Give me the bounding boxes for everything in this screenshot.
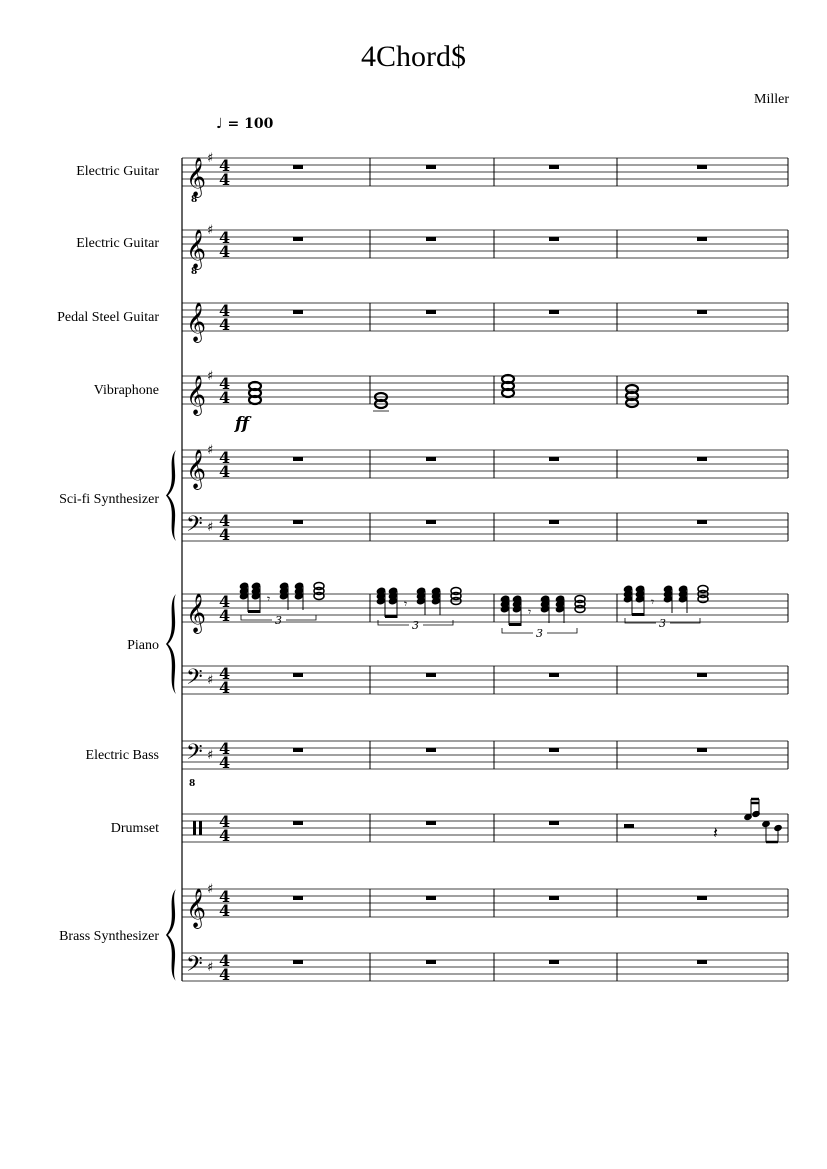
piano-half-note [698,596,708,603]
time-signature-top: 4 [219,374,231,393]
whole-rest [697,237,707,241]
time-signature-top: 4 [219,951,231,970]
quarter-rest-icon: 𝄽 [713,823,718,842]
octave-marker: 8 [191,267,198,277]
instrument-label-electric-guitar-1: Electric Guitar [76,164,159,179]
whole-rest [426,457,436,461]
treble-clef-icon: 𝄞 [186,302,207,342]
time-signature-bottom: 4 [219,606,231,625]
note-beam [632,613,645,616]
note-beam [385,615,398,618]
tuplet-number: 3 [536,627,543,640]
whole-rest [697,165,707,169]
sharp-icon: ♯ [207,748,214,763]
note-beam [248,610,261,613]
octave-marker: 8 [189,779,196,789]
whole-rest [549,310,559,314]
sharp-icon: ♯ [207,223,214,238]
bass-clef-icon: 𝄢 [186,665,203,695]
octave-marker: 8 [191,195,198,205]
grand-staff-brace-piano [166,594,176,694]
whole-rest [697,457,707,461]
tuplet-bracket [502,628,533,633]
whole-rest [293,310,303,314]
time-signature-top: 4 [219,511,231,530]
time-signature-top: 4 [219,664,231,683]
time-signature-bottom: 4 [219,242,231,261]
time-signature-bottom: 4 [219,753,231,772]
tuplet-bracket [286,615,316,620]
half-rest [624,824,634,828]
time-signature-bottom: 4 [219,388,231,407]
time-signature-bottom: 4 [219,525,231,544]
note-beam [509,623,522,626]
sharp-icon: ♯ [207,443,214,458]
whole-rest [697,960,707,964]
instrument-label-electric-bass: Electric Bass [85,748,159,763]
eighth-rest-icon: 𝄾 [651,595,655,609]
tuplet-number: 3 [412,619,419,632]
time-signature-top: 4 [219,812,231,831]
sharp-icon: ♯ [207,673,214,688]
whole-rest [293,165,303,169]
whole-rest [549,821,559,825]
eighth-rest-icon: 𝄾 [267,592,271,606]
instrument-label-scifi-synthesizer: Sci-fi Synthesizer [59,492,159,507]
tempo-value: = 100 [227,116,274,132]
sharp-icon: ♯ [207,151,214,166]
whole-rest [549,748,559,752]
treble-clef-icon: 𝄞 [186,375,207,415]
time-signature-bottom: 4 [219,170,231,189]
score-title: 4Chord$ [361,40,466,73]
tuplet-number: 3 [275,614,282,627]
whole-rest [426,896,436,900]
instrument-label-pedal-steel-guitar: Pedal Steel Guitar [57,310,159,325]
whole-rest [549,960,559,964]
sharp-icon: ♯ [207,520,214,535]
treble-clef-icon: 𝄞 [186,888,207,928]
bass-clef-icon: 𝄢 [186,740,203,770]
piano-half-note [575,606,585,613]
grand-staff-brace-brass [166,889,176,981]
eighth-rest-icon: 𝄾 [528,605,532,619]
percussion-clef-icon [193,821,196,835]
sharp-icon: ♯ [207,882,214,897]
whole-rest [426,960,436,964]
sharp-icon: ♯ [207,960,214,975]
time-signature-top: 4 [219,301,231,320]
time-signature-top: 4 [219,592,231,611]
tuplet-number: 3 [659,617,666,630]
time-signature-top: 4 [219,739,231,758]
whole-rest [549,520,559,524]
whole-rest [293,520,303,524]
whole-rest [426,237,436,241]
instrument-label-piano: Piano [127,638,159,653]
treble-clef-icon: 𝄞 [186,229,207,269]
treble-clef-icon: 𝄞 [186,449,207,489]
staves [166,151,788,984]
tuplet-bracket [547,628,577,633]
bass-clef-icon: 𝄢 [186,512,203,542]
whole-rest [293,960,303,964]
time-signature-bottom: 4 [219,678,231,697]
whole-rest [697,310,707,314]
whole-rest [293,673,303,677]
whole-rest [549,896,559,900]
time-signature-bottom: 4 [219,901,231,920]
whole-rest [293,821,303,825]
whole-rest [697,896,707,900]
treble-clef-icon: 𝄞 [186,157,207,197]
whole-rest [697,673,707,677]
tuplet-bracket [378,620,409,625]
whole-rest [549,237,559,241]
whole-rest [293,237,303,241]
whole-rest [426,520,436,524]
sharp-icon: ♯ [207,369,214,384]
whole-rest [426,310,436,314]
instrument-label-drumset: Drumset [110,821,159,836]
whole-rest [426,748,436,752]
time-signature-top: 4 [219,156,231,175]
percussion-clef-icon [199,821,202,835]
quarter-note-icon: ♩ [216,116,223,132]
tuplet-bracket [241,615,272,620]
time-signature-bottom: 4 [219,462,231,481]
eighth-rest-icon: 𝄾 [404,597,408,611]
time-signature-bottom: 4 [219,315,231,334]
whole-rest [293,748,303,752]
bass-clef-icon: 𝄢 [186,952,203,982]
whole-rest [293,457,303,461]
piano-half-note [314,593,324,600]
whole-rest [426,165,436,169]
time-signature-top: 4 [219,448,231,467]
instrument-label-brass-synthesizer: Brass Synthesizer [59,929,159,944]
composer-name: Miller [754,92,789,107]
grand-staff-brace-scifi [166,450,176,541]
whole-rest [293,896,303,900]
whole-rest [549,165,559,169]
time-signature-top: 4 [219,228,231,247]
tuplet-bracket [423,620,453,625]
whole-rest [549,673,559,677]
time-signature-bottom: 4 [219,826,231,845]
time-signature-top: 4 [219,887,231,906]
whole-rest [549,457,559,461]
whole-rest [426,673,436,677]
time-signature-bottom: 4 [219,965,231,984]
whole-rest [426,821,436,825]
treble-clef-icon: 𝄞 [186,593,207,633]
instrument-label-vibraphone: Vibraphone [93,383,159,398]
whole-rest [697,520,707,524]
whole-rest [697,748,707,752]
dynamic-marking: ff [235,414,250,434]
instrument-label-electric-guitar-2: Electric Guitar [76,236,159,251]
